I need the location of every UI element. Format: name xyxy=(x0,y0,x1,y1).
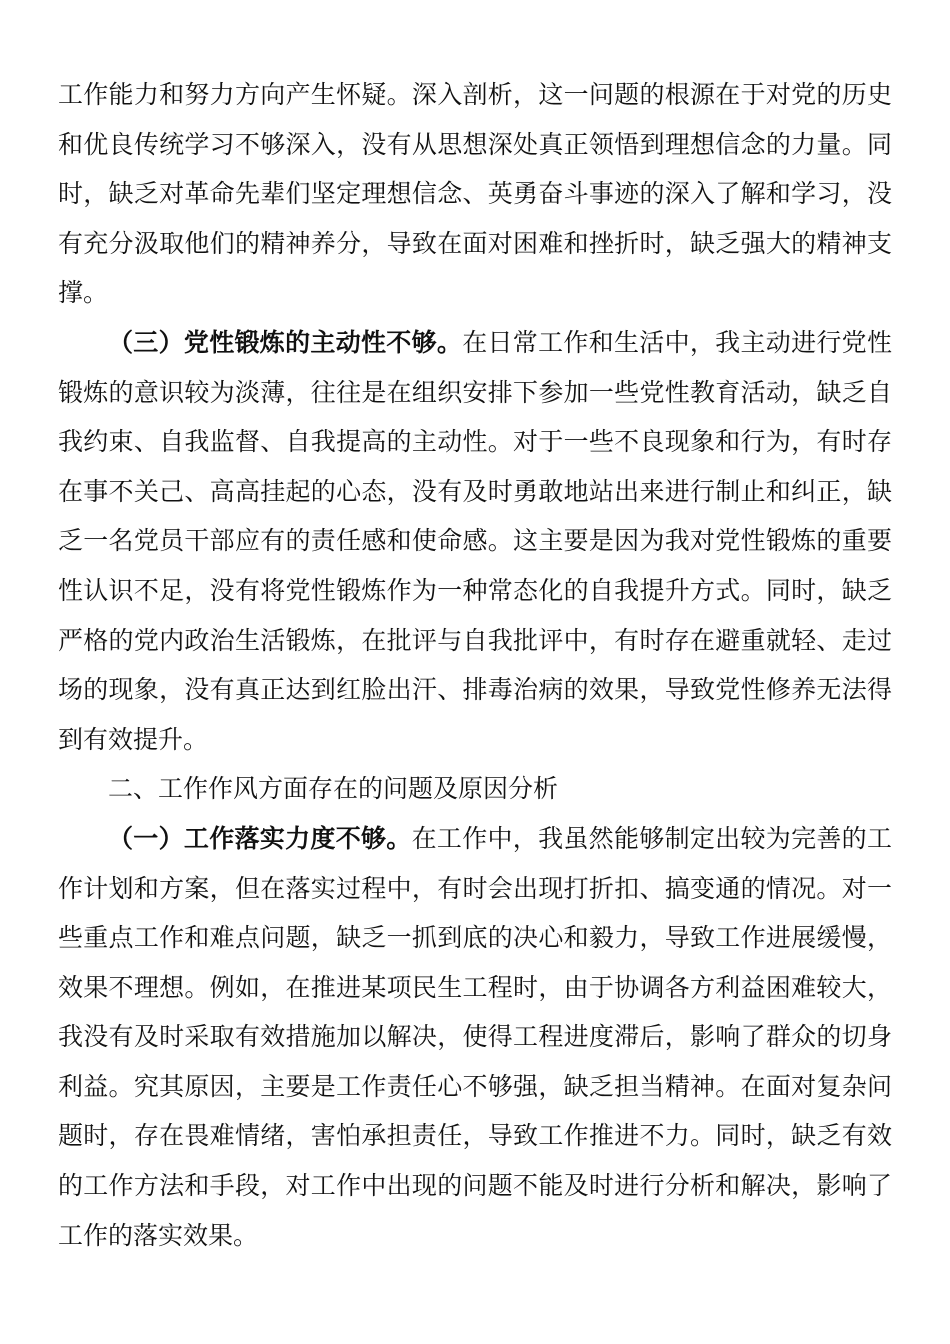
party-spirit-body: 在日常工作和生活中，我主动进行党性锻炼的意识较为淡薄，往往是在组织安排下参加一些党性教育活动，缺乏自我约束、自我监督、自我提高的主动性。对于一些不良现象和行为，有时存在事不关己、高高挂起的心态，没有及时勇敢地站出来进行制止和纠正，缺乏一名党员干部应有的责任感和使命感。这主要是因为我对党性锻炼的重要性认识不足，没有将党性锻炼作为一种常态化的自我提升方式。同时，缺乏严格的党内政治生活锻炼，在批评与自我批评中，有时存在避重就轻、走过场的现象，没有真正达到红脸出汗、排毒治病的效果，导致党性修养无法得到有效提升。 xyxy=(58,327,892,754)
document-page xyxy=(58,70,892,1260)
work-implementation-heading: （一）工作落实力度不够。 xyxy=(108,823,412,853)
section-title-work-style xyxy=(58,764,892,814)
work-implementation-body: 在工作中，我虽然能够制定出较为完善的工作计划和方案，但在落实过程中，有时会出现打折扣、搞变通的情况。对一些重点工作和难点问题，缺乏一抓到底的决心和毅力，导致工作进展缓慢，效果不理想。例如，在推进某项民生工程时，由于协调各方利益困难较大，我没有及时采取有效措施加以解决，使得工程进度滞后，影响了群众的切身利益。究其原因，主要是工作责任心不够强，缺乏担当精神。在面对复杂问题时，存在畏难情绪，害怕承担责任，导致工作推进不力。同时，缺乏有效的工作方法和手段，对工作中出现的问题不能及时进行分析和解决，影响了工作的落实效果。 xyxy=(58,823,892,1250)
paragraph-ideals-analysis xyxy=(58,70,892,318)
party-spirit-heading: （三）党性锻炼的主动性不够。 xyxy=(108,327,463,357)
section-title-work-style-text: 二、工作作风方面存在的问题及原因分析 xyxy=(108,774,559,804)
paragraph-work-implementation xyxy=(58,814,892,1260)
paragraph-party-spirit xyxy=(58,318,892,764)
paragraph-ideals-analysis-text: 工作能力和努力方向产生怀疑。深入剖析，这一问题的根源在于对党的历史和优良传统学习不够深入，没有从思想深处真正领悟到理想信念的力量。同时，缺乏对革命先辈们坚定理想信念、英勇奋斗事迹的深入了解和学习，没有充分汲取他们的精神养分，导致在面对困难和挫折时，缺乏强大的精神支撑。 xyxy=(58,80,892,308)
